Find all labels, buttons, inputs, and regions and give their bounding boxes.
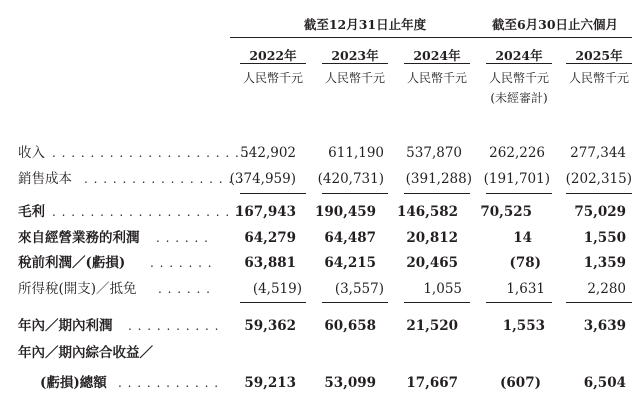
row-divider <box>404 193 470 194</box>
cell-value: (3,557) <box>334 281 384 297</box>
cell-value: 70,525 <box>480 204 532 220</box>
year-header: 2024年 <box>413 48 461 63</box>
leader-dots: . . . . . . . <box>150 256 213 270</box>
row-label: 毛利 <box>18 204 45 220</box>
unit-label: 人民幣千元 <box>488 71 549 85</box>
cell-value: 75,029 <box>574 204 626 220</box>
row-divider <box>566 302 632 303</box>
row-divider <box>566 193 632 194</box>
row-label: 收入 <box>18 145 45 161</box>
row-divider <box>240 302 306 303</box>
divider-fiscal-year <box>230 37 482 38</box>
divider-year <box>240 63 306 64</box>
cell-value: 1,359 <box>583 255 626 271</box>
leader-dots: . . . . . . . . . . . . . . . . . . . . . <box>52 205 250 219</box>
leader-dots: . . . . . . <box>156 231 209 245</box>
cell-value: 611,190 <box>328 145 384 161</box>
cell-value: (4,519) <box>252 281 302 297</box>
row-label: 稅前利潤／(虧損) <box>18 255 126 271</box>
cell-value: 17,667 <box>406 375 458 391</box>
table-row <box>0 277 640 301</box>
cell-value: 21,520 <box>406 318 458 334</box>
table-row <box>0 341 640 397</box>
divider-year <box>566 63 632 64</box>
row-label: 銷售成本 <box>18 171 72 187</box>
cell-value: (191,701) <box>483 171 550 187</box>
table-row <box>0 200 640 224</box>
unit-label: 人民幣千元 <box>324 71 385 85</box>
table-row <box>0 141 640 165</box>
cell-value: 1,631 <box>506 281 545 297</box>
cell-value: 1,553 <box>502 318 545 334</box>
row-label-line2: (虧損)總額 <box>40 375 107 391</box>
leader-dots: . . . . . . . . . . <box>128 319 220 333</box>
year-header: 2024年 <box>495 48 543 63</box>
cell-value: 63,881 <box>244 255 296 271</box>
cell-value: 53,099 <box>324 375 376 391</box>
cell-value: (420,731) <box>317 171 384 187</box>
divider-year <box>404 63 470 64</box>
cell-value: 64,215 <box>324 255 376 271</box>
row-divider <box>486 193 552 194</box>
leader-dots: . . . . . . . . . . . <box>118 376 220 390</box>
cell-value: 537,870 <box>406 145 462 161</box>
row-label-line1: 年內／期內綜合收益／ <box>18 345 153 361</box>
cell-value: 14 <box>513 230 532 246</box>
cell-value: 20,465 <box>406 255 458 271</box>
cell-value: 59,213 <box>244 375 296 391</box>
row-divider <box>322 193 388 194</box>
divider-year <box>322 63 388 64</box>
group-header-fiscal-year: 截至12月31日止年度 <box>303 17 427 32</box>
table-row <box>0 226 640 250</box>
unit-label: 人民幣千元 <box>242 71 303 85</box>
cell-value: 6,504 <box>583 375 626 391</box>
cell-value: 20,812 <box>406 230 458 246</box>
table-row <box>0 251 640 275</box>
table-row <box>0 314 640 338</box>
cell-value: 277,344 <box>570 145 626 161</box>
cell-value: 59,362 <box>244 318 296 334</box>
cell-value: 1,550 <box>583 230 626 246</box>
cell-value: (202,315) <box>565 171 632 187</box>
year-header: 2022年 <box>249 48 297 63</box>
cell-value: 64,279 <box>244 230 296 246</box>
cell-value: 2,280 <box>587 281 626 297</box>
year-header: 2025年 <box>575 48 623 63</box>
unaudited-note: (未經審計) <box>490 91 548 105</box>
cell-value: 60,658 <box>324 318 376 334</box>
unit-label: 人民幣千元 <box>406 71 467 85</box>
row-divider <box>404 302 470 303</box>
cell-value: 167,943 <box>234 204 296 220</box>
cell-value: (78) <box>509 255 541 271</box>
cell-value: (374,959) <box>229 171 296 187</box>
cell-value: 190,459 <box>314 204 376 220</box>
cell-value: 542,902 <box>240 145 296 161</box>
cell-value: 262,226 <box>489 145 545 161</box>
cell-value: 1,055 <box>423 281 462 297</box>
table-row <box>0 167 640 191</box>
leader-dots: . . . . . . . . . . . . . . . . . . . . . <box>52 146 250 160</box>
cell-value: 146,582 <box>396 204 458 220</box>
row-divider <box>322 302 388 303</box>
row-divider <box>486 302 552 303</box>
row-divider <box>240 193 306 194</box>
divider-six-months <box>482 37 632 38</box>
cell-value: (391,288) <box>405 171 472 187</box>
group-header-six-months: 截至6月30日止六個月 <box>491 17 619 32</box>
leader-dots: . . . . . . <box>158 282 211 296</box>
cell-value: (607) <box>500 375 541 391</box>
divider-year <box>486 63 552 64</box>
leader-dots: . . . . . . . . . . . . . . . . . <box>84 172 243 186</box>
row-label: 所得稅(開支)／抵免 <box>18 281 137 297</box>
row-label: 來自經營業務的利潤 <box>18 230 140 246</box>
row-label: 年內／期內利潤 <box>18 318 113 334</box>
cell-value: 64,487 <box>324 230 376 246</box>
unit-label: 人民幣千元 <box>568 71 629 85</box>
cell-value: 3,639 <box>583 318 626 334</box>
year-header: 2023年 <box>331 48 379 63</box>
